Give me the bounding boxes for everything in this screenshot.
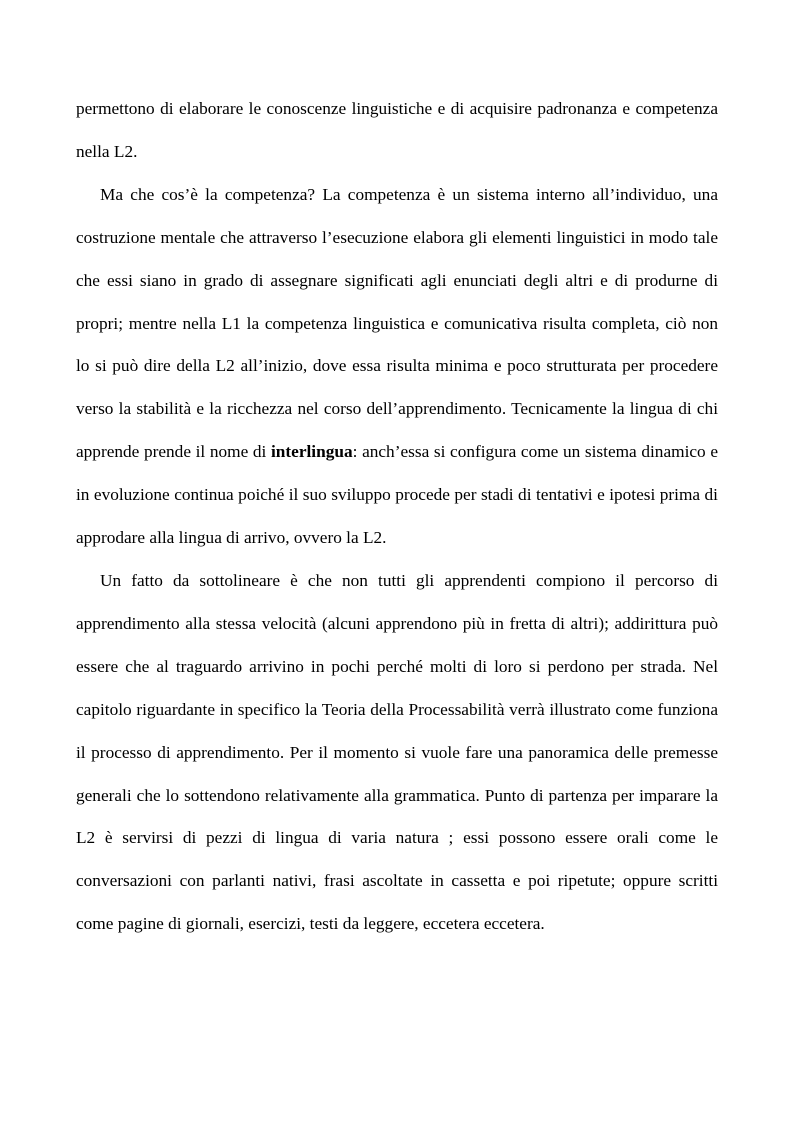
body-text bbox=[76, 88, 718, 946]
paragraph-1-text: permettono di elaborare le conoscenze linguistiche e di acquisire padronanza e competenza nella L2. bbox=[76, 99, 718, 161]
paragraph-2-text-start: Ma che cos’è la competenza? La competenza è un sistema interno all’individuo, una costruzione mentale che attraverso l’esecuzione elabora gli elementi linguistici in modo tale che essi siano in grado di assegnare significati agli enunciati degli altri e di produrne di propri; mentre nella L1 la competenza linguistica e comunicativa risulta completa, ciò non lo si può dire della L2 all’inizio, dove essa risulta minima e poco strutturata per procedere verso la stabilità e la ricchezza nel corso dell’apprendimento. Tecnicamente la lingua di chi apprende prende il nome di bbox=[76, 184, 718, 462]
interlingua-term: interlingua bbox=[271, 442, 353, 462]
paragraph-2 bbox=[76, 174, 718, 560]
paragraph-3 bbox=[76, 560, 718, 946]
paragraph-3-text: Un fatto da sottolineare è che non tutti gli apprendenti compiono il percorso di apprendimento alla stessa velocità (alcuni apprendono più in fretta di altri); addirittura può essere che al traguardo arrivino in pochi perché molti di loro si perdono per strada. Nel capitolo riguardante in specifico la Teoria della Processabilità verrà illustrato come funziona il processo di apprendimento. Per il momento si vuole fare una panoramica delle premesse generali che lo sottendono relativamente alla grammatica. Punto di partenza per imparare la L2 è servirsi di pezzi di lingua di varia natura ; essi possono essere orali come le conversazioni con parlanti nativi, frasi ascoltate in cassetta e poi ripetute; oppure scritti come pagine di giornali, esercizi, testi da leggere, eccetera eccetera. bbox=[76, 570, 718, 934]
paragraph-2-text-end: : anch’essa si configura come un sistema dinamico e in evoluzione continua poiché il suo sviluppo procede per stadi di tentativi e ipotesi prima di approdare alla lingua di arrivo, ovvero la L2. bbox=[76, 442, 718, 548]
paragraph-1 bbox=[76, 88, 718, 174]
